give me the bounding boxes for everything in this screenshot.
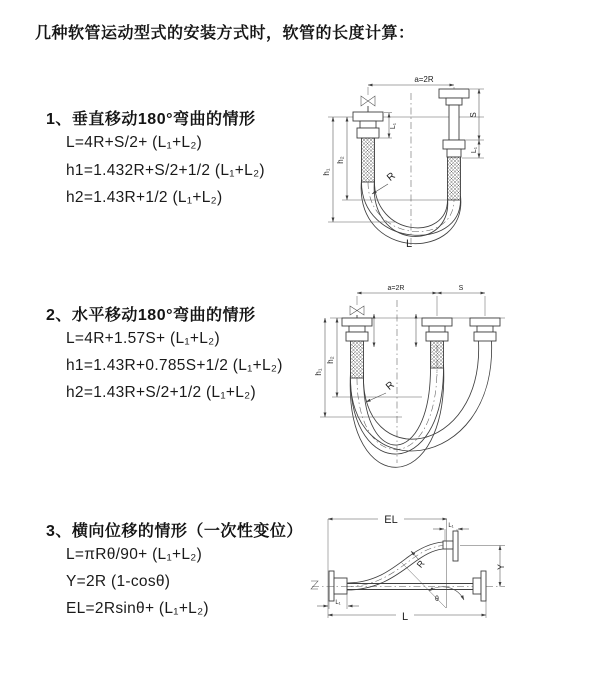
formula-line: L=πRθ/90+ (L₁+L₂): [66, 546, 203, 563]
radius-r-label: R: [384, 379, 397, 393]
dim-l1-bottom-label: L₁: [335, 600, 341, 606]
formula-line: EL=2Rsinθ+ (L₁+L₂): [66, 600, 209, 617]
dim-a2r-label: a=2R: [387, 285, 405, 292]
dim-h2-label: h₂: [336, 156, 345, 164]
dim-s-label: S: [458, 285, 464, 292]
radius-r-label: R: [385, 170, 398, 184]
formula-line: L=4R+1.57S+ (L₁+L₂): [66, 330, 220, 347]
valve-icon: [350, 306, 364, 315]
dim-h2-label: h₂: [326, 356, 335, 364]
dim-h1-label: h₁: [314, 368, 323, 376]
dim-l1-left-label: L₁: [390, 122, 397, 130]
angle-theta-label: θ: [435, 596, 439, 603]
section-3-heading: 3、横向位移的情形（一次性变位）: [46, 523, 303, 540]
dim-el-label: EL: [384, 514, 398, 526]
formula-line: h1=1.432R+S/2+1/2 (L₁+L₂): [66, 162, 265, 179]
dim-y-label: Y: [496, 563, 506, 571]
axis-break-mark: [311, 581, 318, 589]
dim-h1-label: h₁: [322, 168, 331, 176]
diagram-lateral-displacement: [311, 514, 506, 623]
valve-icon: [361, 96, 375, 106]
section-1-heading: 1、垂直移动180°弯曲的情形: [46, 111, 256, 128]
length-l-label: L: [405, 238, 413, 250]
length-l-label: L: [401, 611, 409, 623]
formula-line: h2=1.43R+S/2+1/2 (L₁+L₂): [66, 384, 256, 401]
dim-l1-top-label: L₁: [448, 523, 454, 529]
diagram-vertical-180-bend: [322, 75, 484, 250]
page-title: 几种软管运动型式的安装方式时，软管的长度计算：: [35, 25, 415, 42]
dim-l1-right-label: L₁: [471, 146, 478, 154]
dim-s-label: S: [469, 112, 478, 118]
formula-line: Y=2R (1-cosθ): [66, 573, 171, 590]
diagram-horizontal-180-bend: [314, 285, 505, 467]
formula-line: h1=1.43R+0.785S+1/2 (L₁+L₂): [66, 357, 283, 374]
section-2-heading: 2、水平移动180°弯曲的情形: [46, 307, 256, 324]
radius-r-label: R: [414, 558, 427, 570]
formula-line: h2=1.43R+1/2 (L₁+L₂): [66, 189, 223, 206]
formula-line: L=4R+S/2+ (L₁+L₂): [66, 134, 203, 151]
dim-a2r-label: a=2R: [414, 75, 434, 84]
